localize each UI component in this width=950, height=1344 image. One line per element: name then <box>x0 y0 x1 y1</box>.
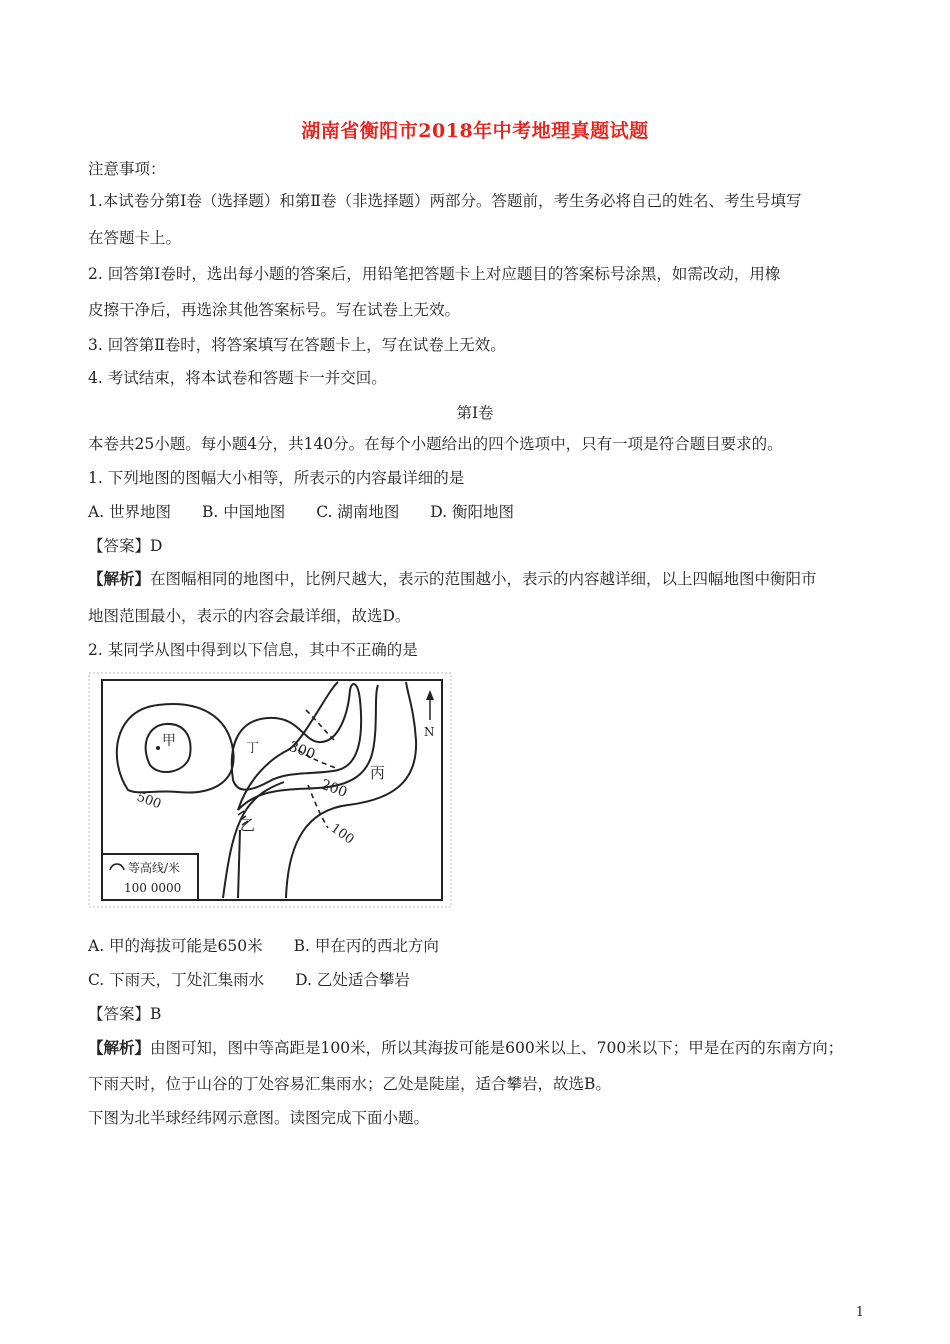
notice-line: 1.本试卷分第Ⅰ卷（选择题）和第Ⅱ卷（非选择题）两部分。答题前，考生务必将自己的姓名、考生号填写 <box>88 192 802 210</box>
notice-line: 4. 考试结束，将本试卷和答题卡一并交回。 <box>88 369 387 387</box>
q2-option-a: A. 甲的海拔可能是650米 <box>88 937 263 955</box>
notice-line: 在答题卡上。 <box>88 229 182 247</box>
q2-analysis-label: 【解析】 <box>88 1038 151 1057</box>
q1-analysis-line <box>88 567 817 589</box>
river-line <box>223 782 284 898</box>
q1-option-d: D. 衡阳地图 <box>430 503 515 521</box>
q1-analysis-text: 在图幅相同的地图中，比例尺越大，表示的范围越小，表示的内容越详细，以上四幅地图中衡阳市 <box>150 570 817 588</box>
q2-answer: 【答案】B <box>88 1005 162 1023</box>
q1-analysis-label: 【解析】 <box>88 569 151 588</box>
label-300: 300 <box>286 738 318 763</box>
q1-option-c: C. 湖南地图 <box>316 503 400 521</box>
label-north: N <box>424 725 435 739</box>
contour-line-300 <box>232 684 361 790</box>
q1-analysis-line: 地图范围最小，表示的内容会最详细，故选D。 <box>88 607 411 625</box>
label-jia: 甲 <box>162 733 176 749</box>
contour-map <box>88 670 452 910</box>
label-ding: 丁 <box>246 741 260 756</box>
label-200: 200 <box>318 776 350 801</box>
next-intro: 下图为北半球经纬网示意图。读图完成下面小题。 <box>88 1109 430 1127</box>
section-intro: 本卷共25小题。每小题4分，共140分。在每个小题给出的四个选项中，只有一项是符合题目要求的。 <box>88 435 783 453</box>
notice-line: 3. 回答第Ⅱ卷时，将答案填写在答题卡上，写在试卷上无效。 <box>88 336 506 354</box>
q2-options-row2 <box>88 968 436 990</box>
label-yi: 乙 <box>240 816 256 834</box>
notice-line: 皮擦干净后，再选涂其他答案标号。写在试卷上无效。 <box>88 301 461 319</box>
q2-stem: 2. 某同学从图中得到以下信息，其中不正确的是 <box>88 641 418 659</box>
notice-heading: 注意事项： <box>88 160 166 178</box>
q2-analysis-text: 由图可知，图中等高距是100米，所以其海拔可能是600米以上、700米以下；甲是在丙的东南方向； <box>150 1039 844 1057</box>
q1-options <box>88 500 540 522</box>
label-bing: 丙 <box>370 764 386 782</box>
legend-label: 等高线/米 <box>128 861 181 875</box>
label-100: 100 <box>327 820 357 848</box>
contour-line-100 <box>286 682 416 898</box>
point-jia-marker <box>156 746 160 750</box>
document-title: 湖南省衡阳市2018年中考地理真题试题 <box>301 120 649 142</box>
legend-scale: 100 0000 <box>124 881 182 895</box>
north-arrow-icon <box>424 690 435 739</box>
road-line <box>238 830 240 898</box>
page-number: 1 <box>855 1305 864 1320</box>
q2-analysis-line <box>88 1036 843 1058</box>
q1-answer: 【答案】D <box>88 537 163 555</box>
q2-analysis-line: 下雨天时，位于山谷的丁处容易汇集雨水；乙处是陡崖，适合攀岩，故选B。 <box>88 1075 611 1093</box>
q1-option-b: B. 中国地图 <box>202 503 286 521</box>
q2-option-d: D. 乙处适合攀岩 <box>295 971 410 989</box>
q2-option-c: C. 下雨天，丁处汇集雨水 <box>88 971 265 989</box>
q2-option-b: B. 甲在丙的西北方向 <box>293 937 439 955</box>
label-500: 500 <box>134 789 164 813</box>
q1-option-a: A. 世界地图 <box>88 503 172 521</box>
map-legend <box>102 854 198 900</box>
notice-line: 2. 回答第Ⅰ卷时，选出每小题的答案后，用铅笔把答题卡上对应题目的答案标号涂黑，如需改动，用橡 <box>88 265 781 283</box>
q2-options-row1 <box>88 934 465 956</box>
section-title: 第Ⅰ卷 <box>456 404 494 422</box>
q1-stem: 1. 下列地图的图幅大小相等，所表示的内容最详细的是 <box>88 469 465 487</box>
